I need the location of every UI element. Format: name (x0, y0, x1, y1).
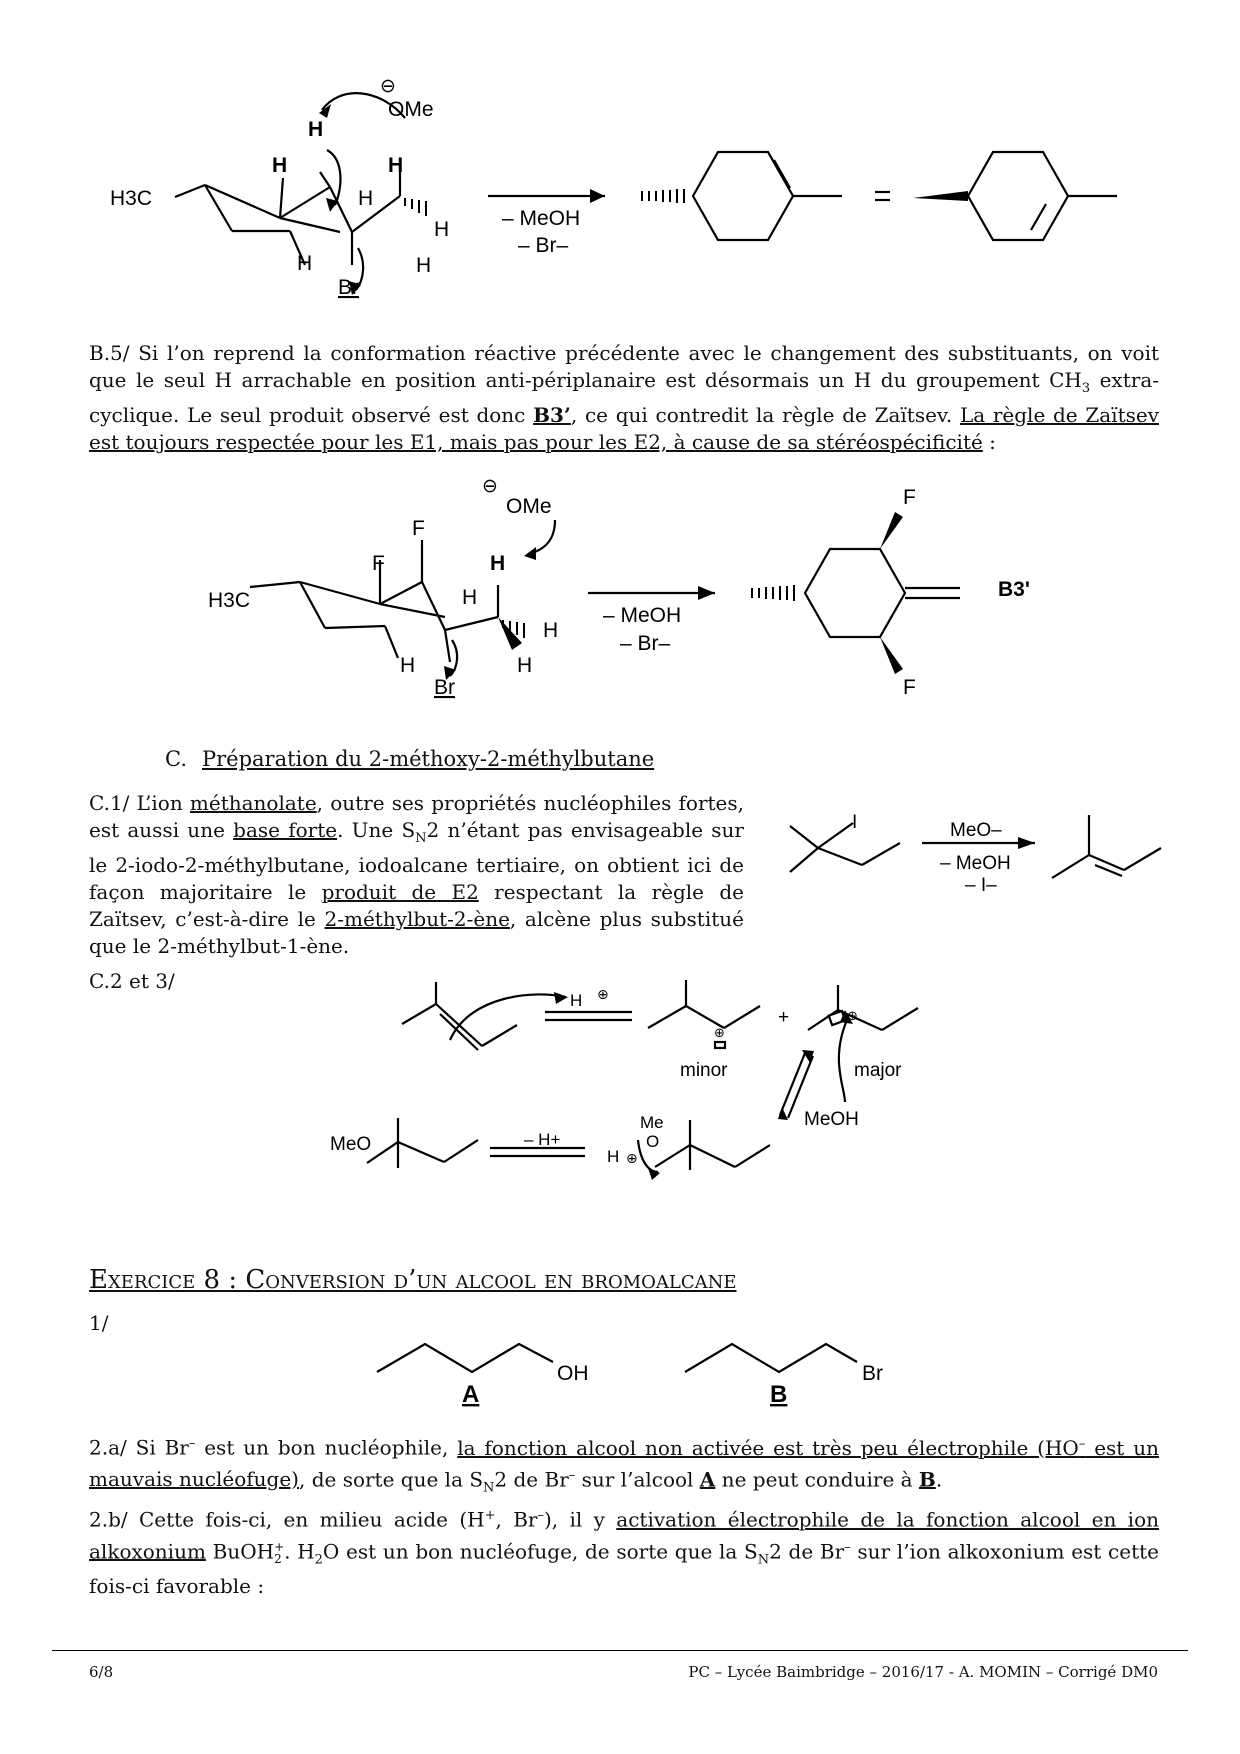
h-label: H (607, 1147, 620, 1166)
section-c-heading: C. Préparation du 2-méthoxy-2-méthylbutane (165, 747, 655, 771)
condition-label: – I– (965, 875, 997, 896)
b3-label: B3' (998, 578, 1030, 601)
h-label: H (272, 154, 288, 177)
page-number: 6/8 (89, 1663, 114, 1681)
br-label: Br (434, 676, 455, 699)
h3c-label: H3C (208, 589, 251, 612)
paragraph-b5: B.5/ Si l’on reprend la conformation réactive précédente avec le changement des substituants, on voit que le seul H arrachable en position anti-périplanaire est désormais un H du groupement $CH_3$ extra-cyclique. Le seul produit observé est donc B3’, ce qui contredit la règle de Zaïtsev. La règle de Zaïtsev est toujours respectée pour les E1, mais pas pour les E2, à cause de sa stéréospécificité : (89, 341, 1160, 454)
h-label: H (400, 654, 416, 677)
exercise-8-title: Exercice 8 : Conversion d’un alcool en bromoalcane (89, 1265, 737, 1295)
h-label: H (297, 252, 313, 275)
methoxy-label: MeO (330, 1134, 372, 1155)
h-label: H (388, 154, 404, 177)
scheme-sn1-mechanism (0, 960, 1240, 1200)
scheme-e2-cyclohexane-2 (0, 470, 1240, 710)
footer-credit: PC – Lycée Baimbridge – 2016/17 - A. MOMIN – Corrigé DM0 (688, 1663, 1158, 1681)
condition-label: MeO– (950, 820, 1002, 841)
plus-charge-icon: ⊕ (714, 1025, 725, 1040)
ome-label: OMe (388, 98, 434, 121)
h-label: H (308, 118, 324, 141)
plus-charge-icon: ⊕ (847, 1008, 858, 1023)
h-label: H (416, 254, 432, 277)
h-label: H (434, 218, 450, 241)
condition-label: – MeOH (603, 604, 682, 627)
question-1-label: 1/ (89, 1311, 109, 1335)
condition-label: – MeOH (940, 853, 1011, 874)
minus-h-label: – H+ (524, 1130, 561, 1149)
compound-b-label: B (770, 1381, 788, 1408)
oh-label: OH (557, 1362, 589, 1385)
paragraph-c1: C.1/ L’ion méthanolate, outre ses propriétés nucléophiles fortes, est aussi une base forte. Une $S_N2$ n’étant pas envisageable sur le 2-iodo-2-méthylbutane, iodoalcane tertiaire, on obtient ici de façon majoritaire le produit de E2 respectant la règle de Zaïtsev, c’est-à-dire le 2-méthylbut-2-ène, alcène plus substitué que le 2-méthylbut-1-ène. (89, 791, 745, 958)
plus-sign: + (778, 1007, 790, 1028)
paragraph-2b: 2.b/ Cette fois-ci, en milieu acide (H+, Br–), il y activation électrophile de la fonction alcool en ion alkoxonium BuOH + 2 . $H_2O$ est un bon nucléofuge, de sorte que la $S_N2$ de Br– sur l’ion alkoxonium est cette fois-ci favorable : (89, 1507, 1159, 1599)
f-label: F (372, 552, 385, 575)
scheme-e2-iodoalkane (0, 790, 1240, 900)
section-c-title: Préparation du 2-méthoxy-2-méthylbutane (202, 747, 655, 771)
scheme-a-b-structures (0, 1330, 1240, 1410)
methanol-label: MeOH (804, 1109, 859, 1130)
label-c23: C.2 et 3/ (89, 969, 175, 993)
br-label: Br (862, 1362, 883, 1385)
compound-a-label: A (462, 1381, 480, 1408)
h-label: H (490, 552, 506, 575)
h-label: H (358, 187, 374, 210)
h-label: H (517, 654, 533, 677)
h-label: H (462, 586, 478, 609)
o-label: O (646, 1132, 660, 1151)
paragraph-2a: 2.a/ Si Br– est un bon nucléophile, la fonction alcool non activée est très peu électrophile (HO– est un mauvais nucléofuge), de sorte que la $S_N2$ de Br– sur l’alcool A ne peut conduire à B. (89, 1435, 1159, 1496)
me-label: Me (640, 1113, 664, 1132)
iodo-label: I (852, 812, 858, 833)
major-label: major (854, 1060, 902, 1081)
plus-charge-icon: ⊕ (597, 986, 609, 1002)
minus-charge-icon: ⊖ (380, 76, 396, 97)
f-label: F (903, 676, 916, 699)
condition-label: – MeOH (502, 207, 581, 230)
scheme-e2-cyclohexane-1 (0, 0, 1240, 320)
plus-charge-icon: ⊕ (626, 1150, 638, 1166)
f-label: F (903, 486, 916, 509)
br-label: Br (338, 276, 359, 299)
footer-rule (52, 1650, 1188, 1651)
condition-label: – Br– (620, 632, 671, 655)
ome-label: OMe (506, 495, 552, 518)
minor-label: minor (680, 1060, 728, 1081)
h3c-label: H3C (110, 187, 153, 210)
minus-charge-icon: ⊖ (482, 476, 498, 497)
b3-ref: B3’ (533, 403, 571, 427)
f-label: F (412, 517, 425, 540)
condition-label: – Br– (518, 234, 569, 257)
h-label: H (543, 619, 559, 642)
h-plus-label: H (570, 991, 583, 1010)
